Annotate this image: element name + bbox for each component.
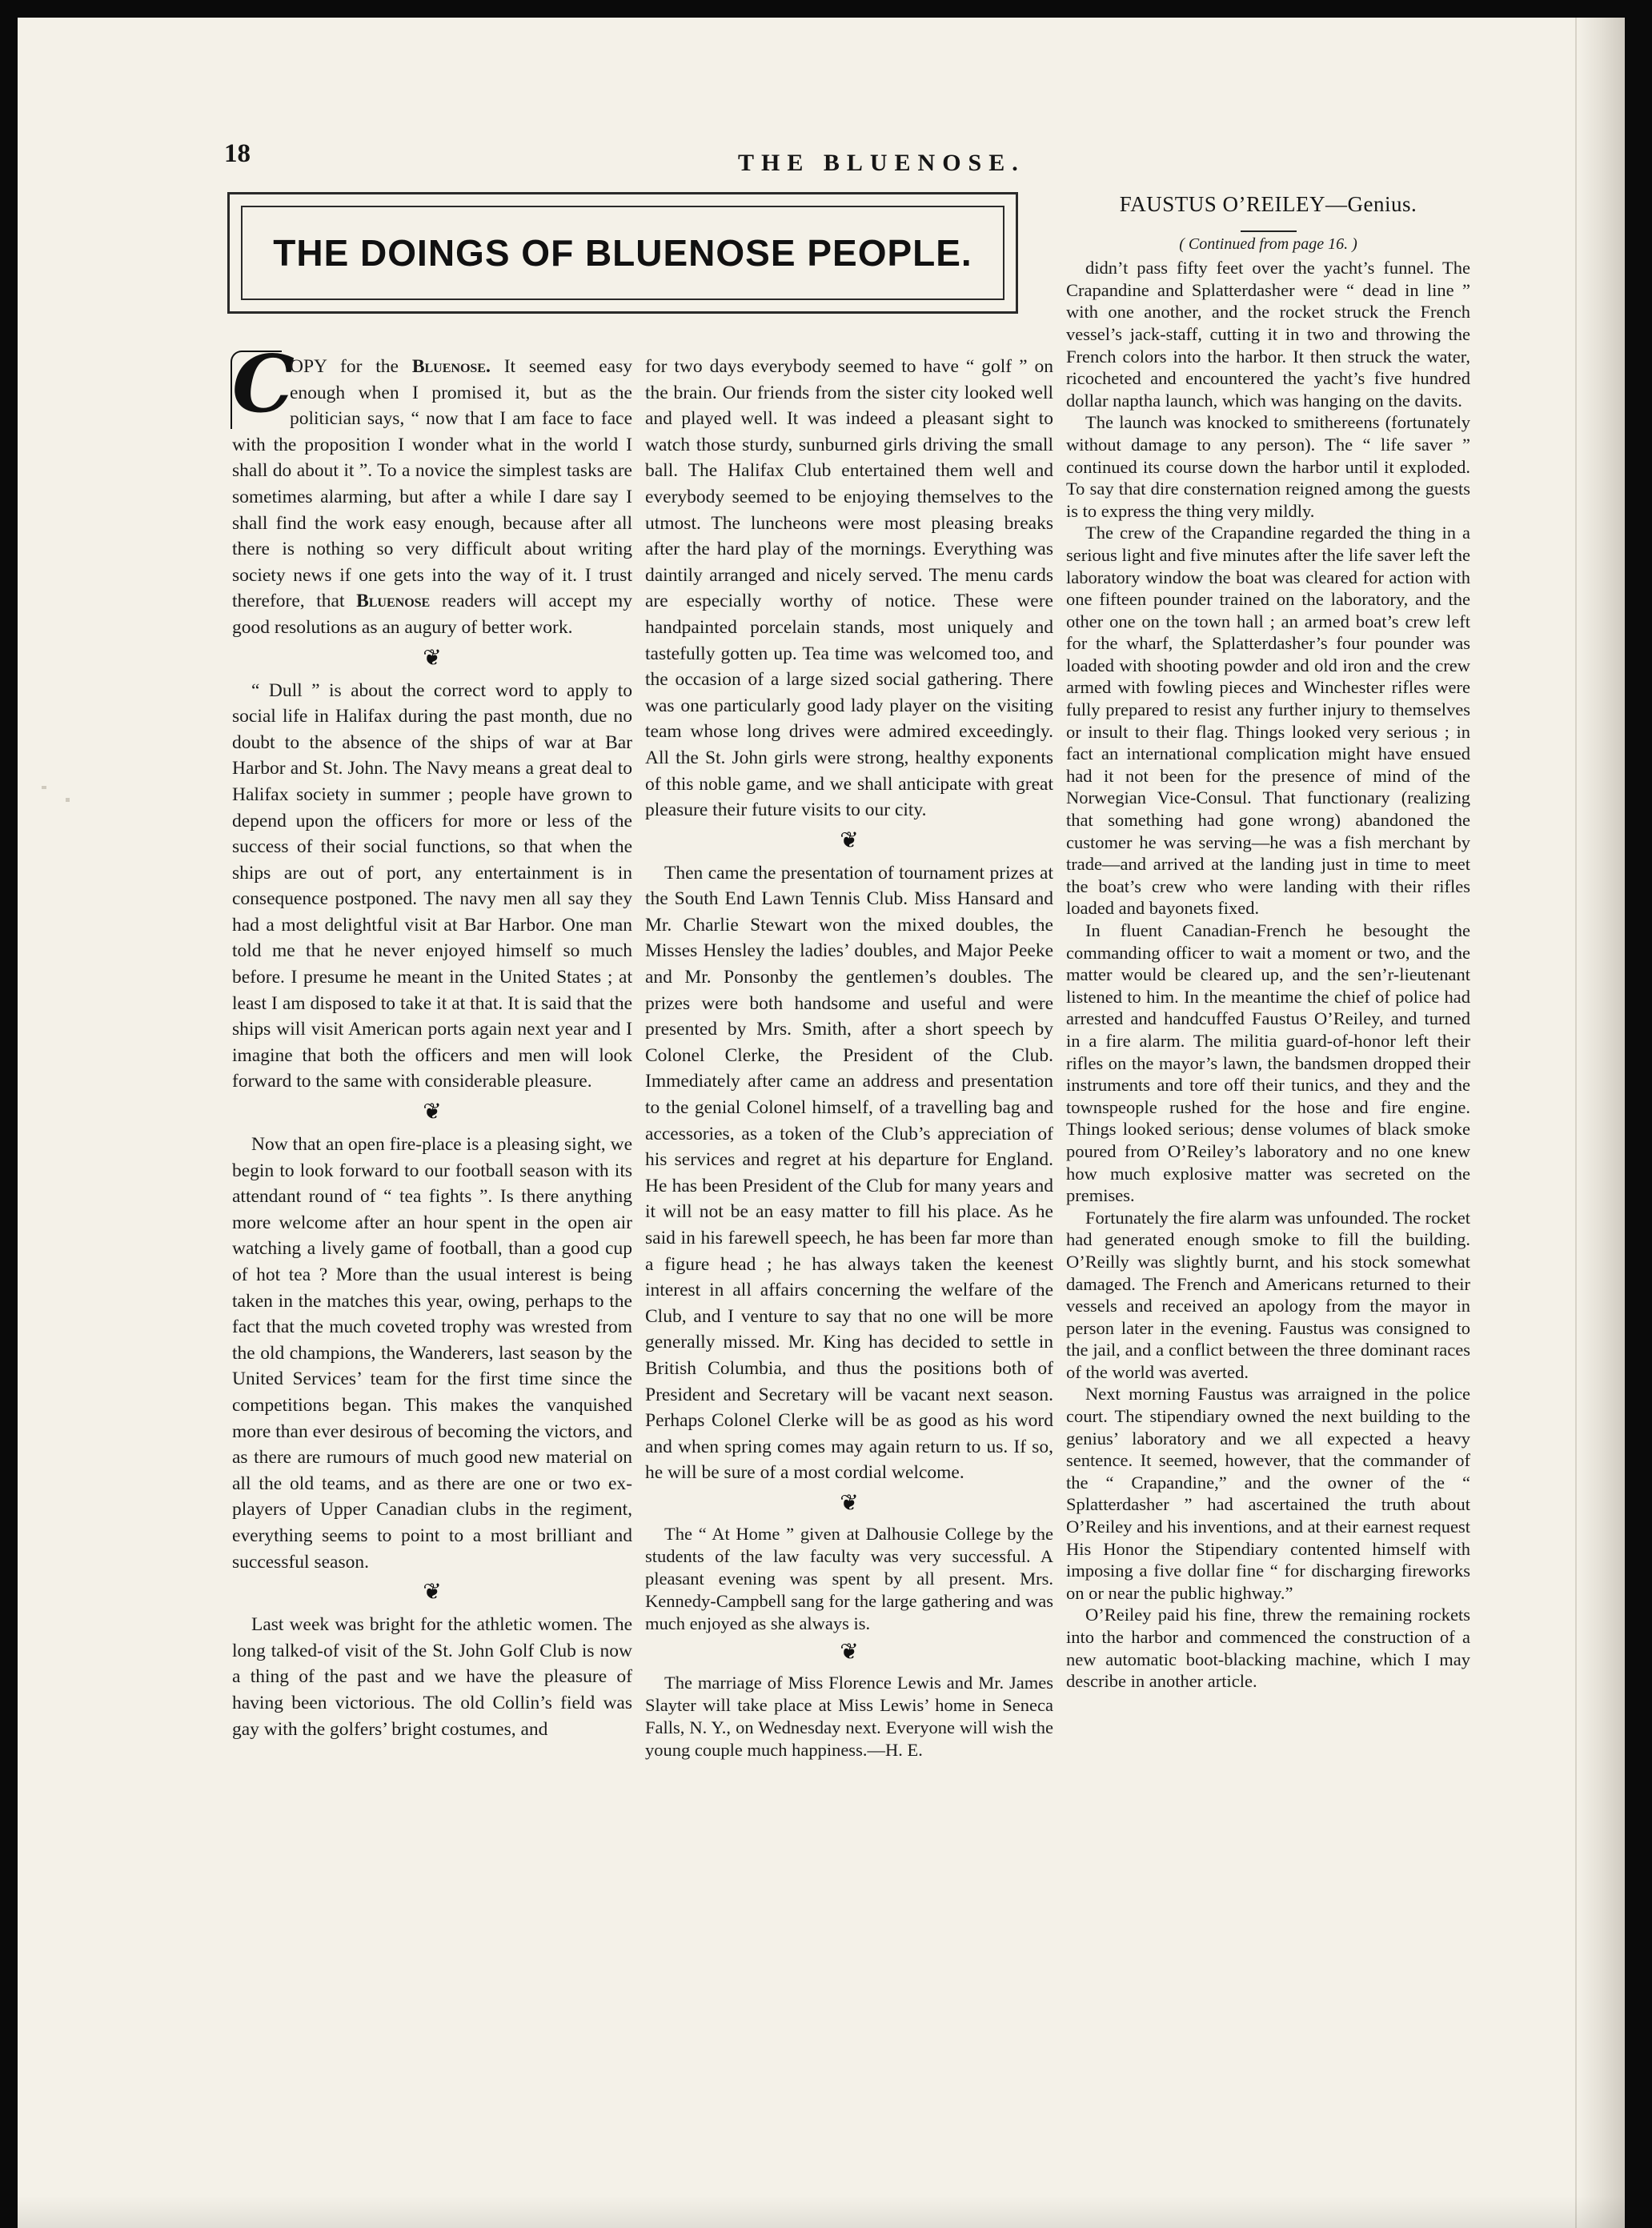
article-paragraph: for two days everybody seemed to have “ golf ” on the brain. Our friends from the sister city looked well and played well. It was indeed a pleasant sight to watch those sturdy, sunburned girls driving the small ball. The Halifax Club entertained them well and everybody seemed to be enjoying themselves to the utmost. The luncheons were most pleasing breaks after the hard play of the mornings. Everything was daintily arranged and nicely served. The menu cards are especially worthy of notice. These were handpainted porcelain stands, most uniquely and tastefully gotten up. Tea time was welcomed too, and the occasion of a large sized social gathering. There was one particularly good lady player on the visiting team whose long drives were admired exceedingly. All the St. John girls were strong, healthy exponents of this noble game, and we shall anticipate with great pleasure their future visits to our city. [645, 356, 1053, 821]
left-column [232, 339, 632, 1742]
ornament-icon: ❦ [840, 827, 859, 853]
article-paragraph: Next morning Faustus was arraigned in the police court. The stipendiary owned the next building to the genius’ laboratory and we all expected a heavy sentence. It seemed, however, that the commander of the “ Crapandine,” and the owner of the “ Splatterdasher ” had ascertained the truth about O’Reiley and his inventions, and at their earnest request His Honor the Stipendiary contented himself with imposing a five dollar fine “ for discharging fireworks on or near the public highway.” [1066, 1384, 1470, 1603]
article-paragraph: The crew of the Crapandine regarded the thing in a serious light and five minutes after the life saver left the laboratory window the boat was cleared for action with one fifteen pounder trained on the laboratory, and the other one on the town hall ; an armed boat’s crew left for the wharf, the Splatterdasher’s four pounder was loaded with shooting powder and old iron and the crew armed with fowling pieces and Winchester rifles were fully prepared to resist any further injury to themselves or insult to their flag. Things looked very serious ; in fact an international complication might have ensued had it not been for the presence of mind of the Norwegian Vice-Consul. That functionary (realizing that something had gone wrong) abandoned the customer he was serving—he was a fish merchant by trade—and arrived at the landing just in time to meet the boat’s crew who were landing with their rifles loaded and bayonets fixed. [1066, 523, 1470, 919]
paragraph-text: It seemed easy enough when I promised it, but as the politician says, “ now that I am face to face with the proposition I wonder what in the world I shall do about it ”. To a novice the simplest tasks are sometimes alarming, but after a while I dare say I shall find the work easy enough, because after all there is nothing so very difficult about writing society news if one gets into the way of it. I trust therefore, that [232, 356, 632, 612]
brand-name: Bluenose [356, 591, 431, 612]
article-paragraph: Last week was bright for the athletic women. The long talked-of visit of the St. John Golf Club is now a thing of the past and we have the pleasure of having been victorious. The old Collin’s field was gay with the golfers’ bright costumes, and [232, 1614, 632, 1740]
section-banner-inner [241, 206, 1004, 300]
article-paragraph: Then came the presentation of tournament prizes at the South End Lawn Tennis Club. Miss Hansard and Mr. Charlie Stewart won the mixed doubles, the Misses Hensley the ladies’ doubles, and Major Peeke and Mr. Ponsonby the gentlemen’s doubles. The prizes were both handsome and useful and were presented by Mrs. Smith, after a short speech by Colonel Clerke, the President of the Club. Immediately after came an address and presentation to the genial Colonel himself, of a travelling bag and accessories, as a token of the Club’s appreciation of his services and regret at his departure for England. He has been President of the Club for many years and it will not be an easy matter to fill his place. As he said in his farewell speech, he has been far more than a figure head ; he has always taken the keenest interest in all affairs concerning the welfare of the Club, and I venture to say that no one will be more generally missed. Mr. King has decided to settle in British Columbia, and thus the positions both of President and Secretary will be vacant next season. Perhaps Colonel Clerke will be as good as his word and when spring comes may again return to us. If so, he will be sure of a most cordial welcome. [645, 862, 1053, 1484]
paragraph-text: readers will accept my good resolutions as an augury of better work. [232, 591, 632, 638]
drop-cap: C [232, 339, 295, 431]
article-paragraph: The marriage of Miss Florence Lewis and Mr. James Slayter will take place at Miss Lewis’ home in Seneca Falls, N. Y., on Wednesday next. Everyone will wish the young couple much happiness.—H. E. [645, 1672, 1053, 1760]
article-paragraph: In fluent Canadian-French he besought the commanding officer to wait a moment or two, and the matter would be cleared up, and the sen’r-lieutenant listened to him. In the meantime the chief of police had arrested and handcuffed Faustus O’Reiley, and turned in a fire alarm. The militia guard-of-honor left their rifles on the mayor’s lawn, the bandsmen dropped their instruments and tore off their tunics, and they and the townspeople rushed for the hose and fire engine. Things looked serious; dense volumes of black smoke poured from O’Reiley’s laboratory and no one knew how much explosive matter was secreted on the premises. [1066, 920, 1470, 1206]
brand-name: Bluenose. [411, 356, 491, 377]
page-edge-shadow [1575, 18, 1625, 2228]
ornament-icon: ❦ [840, 1490, 859, 1516]
article-paragraph: The “ At Home ” given at Dalhousie College by the students of the law faculty was very successful. A pleasant evening was spent by all present. Mrs. Kennedy-Campbell sang for the large gathering and was much enjoyed as she always is. [645, 1523, 1053, 1633]
article-paragraph: “ Dull ” is about the correct word to apply to social life in Halifax during the past month, due no doubt to the absence of the ships of war at Bar Harbor and St. John. The Navy means a great deal to Halifax society in summer ; people have grown to depend upon the officers for more or less of the success of their social functions, so that when the ships are out of port, any entertainment is in consequence postponed. The navy men all say they had a most delightful visit at Bar Harbor. One man told me that he never enjoyed himself so much before. I presume he meant in the United States ; at least I am disposed to take it at that. It is said that the ships will visit American ports again next year and I imagine that both the officers and men will look forward to the same with considerable pleasure. [232, 679, 632, 1092]
right-column [1066, 194, 1470, 1693]
masthead: THE BLUENOSE. [738, 150, 1025, 176]
article-paragraph: Fortunately the fire alarm was unfounded. The rocket had generated enough smoke to fill the building. O’Reilly was slightly burnt, and his stock somewhat damaged. The French and Americans returned to their vessels and received an apology from the mayor in person later in the evening. Faustus was consigned to the jail, and a conflict between the three dominant races of the world was averted. [1066, 1207, 1470, 1382]
ornament-icon: ❦ [423, 645, 442, 671]
ornament-icon: ❦ [423, 1580, 442, 1605]
article-paragraph: Now that an open fire-place is a pleasing sight, we begin to look forward to our football season with its attendant round of “ tea fights ”. Is there anything more welcome after an hour spent in the open air watching a lively game of football, than a good cup of hot tea ? More than the usual interest is being taken in the matches this year, owing, perhaps to the fact that the much coveted trophy was wrested from the old champions, the Wanderers, last season by the United Services’ team for the first time since the competitions began. This makes the vanquished more than ever desirous of becoming the victors, and as there are rumours of much good new material on all the old teams, and as there are one or two ex-players of Upper Canadian clubs in the regiment, everything seems to point to a most brilliant and successful season. [232, 1134, 632, 1573]
scan-speck [42, 786, 46, 789]
newspaper-page [18, 18, 1625, 2228]
continued-note: ( Continued from page 16. ) [1179, 234, 1357, 253]
scan-speck [66, 798, 70, 802]
ornament-icon: ❦ [423, 1100, 442, 1125]
section-banner [227, 192, 1018, 314]
ornament-icon: ❦ [840, 1639, 859, 1665]
story-title: FAUSTUS O’REILEY—Genius. [1119, 192, 1417, 216]
bottom-shadow [18, 2196, 1625, 2228]
article-paragraph: didn’t pass fifty feet over the yacht’s funnel. The Crapandine and Splatterdasher were “ dead in line ” with one another, and the rocket struck the French vessel’s jack-staff, cutting it in two and throwing the French colors into the harbor. It then struck the water, ricocheted and encountered the yacht’s five hundred dollar naptha launch, which was hanging on the davits. [1066, 258, 1470, 411]
page-number: 18 [224, 139, 251, 168]
article-paragraph: The launch was knocked to smithereens (fortunately without damage to any person). The “ life saver ” continued its course down the harbor until it exploded. To say that dire consternation reigned among the guests is to express the thing very mildly. [1066, 412, 1470, 521]
paragraph-text: OPY for the [290, 356, 412, 377]
middle-column [645, 354, 1053, 1761]
article-paragraph: O’Reiley paid his fine, threw the remaining rockets into the harbor and commenced the construction of a new automatic boot-blacking machine, which I may describe in another article. [1066, 1605, 1470, 1692]
section-title: THE DOINGS OF BLUENOSE PEOPLE. [273, 232, 972, 274]
title-rule [1241, 230, 1297, 232]
article-paragraph [232, 339, 632, 641]
